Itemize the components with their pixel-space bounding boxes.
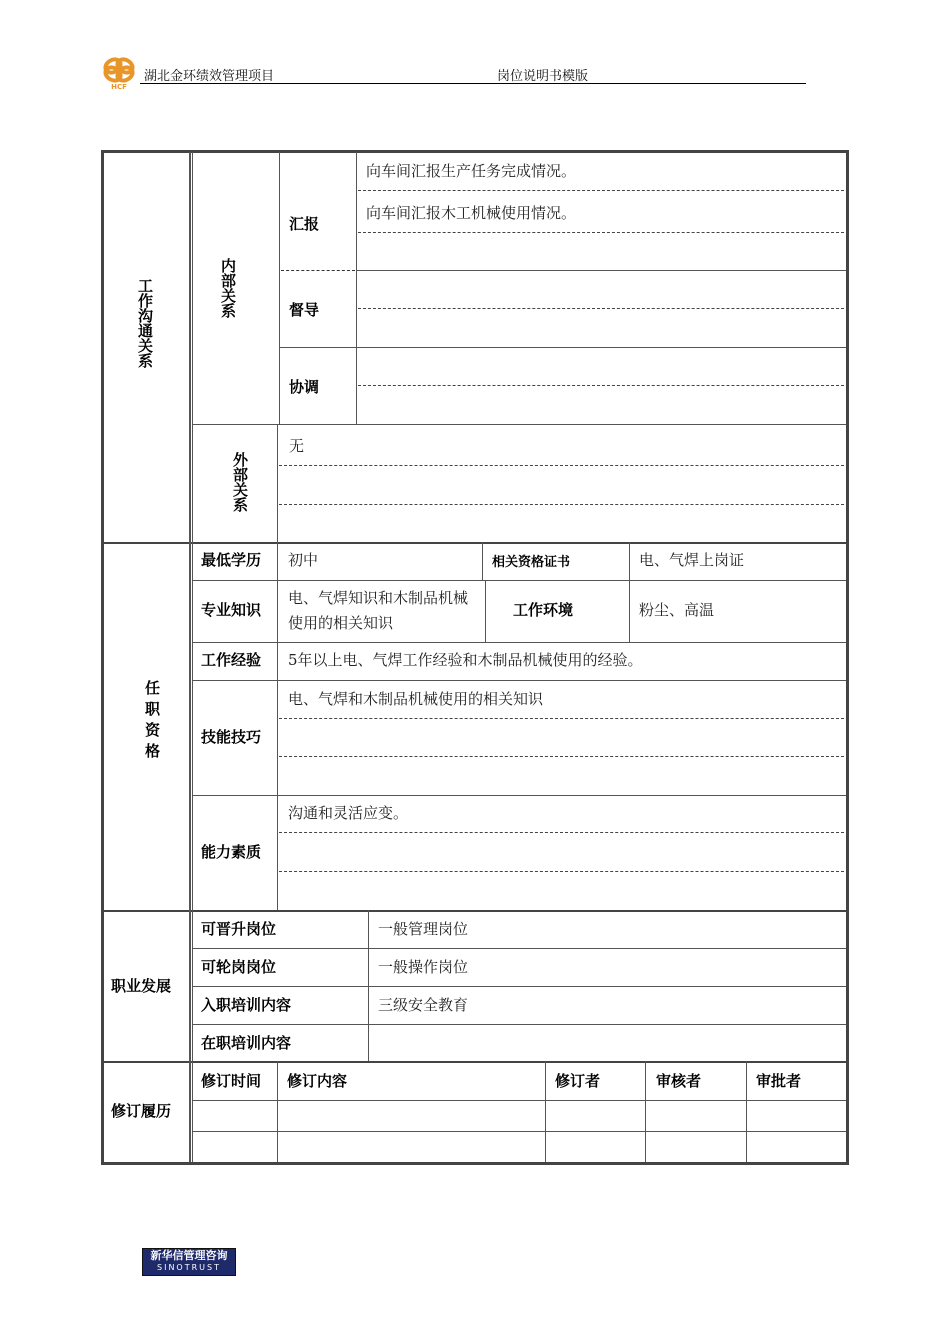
career-row-label: 可晋升岗位 xyxy=(201,920,277,938)
qualification-section-label: 任职资格 xyxy=(143,680,161,764)
revision-col-header: 修订内容 xyxy=(287,1072,348,1090)
report-line-2: 向车间汇报木工机械使用情况。 xyxy=(366,204,577,222)
external-line-1: 无 xyxy=(289,437,305,455)
knowledge-label: 专业知识 xyxy=(201,601,262,619)
report-label: 汇报 xyxy=(289,215,320,233)
skills-line-1: 电、气焊和木制品机械使用的相关知识 xyxy=(288,690,544,708)
revision-section-label: 修订履历 xyxy=(111,1102,172,1120)
career-section-label: 职业发展 xyxy=(111,977,172,995)
external-relations-label: 外部关系 xyxy=(231,452,249,512)
svg-text:HCF: HCF xyxy=(111,83,127,91)
skills-label: 技能技巧 xyxy=(201,728,262,746)
education-value: 初中 xyxy=(288,551,319,569)
report-line-1: 向车间汇报生产任务完成情况。 xyxy=(366,162,577,180)
career-row-value: 一般操作岗位 xyxy=(378,958,469,976)
revision-col-header: 审核者 xyxy=(656,1072,702,1090)
revision-col-header: 修订时间 xyxy=(201,1072,262,1090)
knowledge-value: 电、气焊知识和木制品机械使用的相关知识 xyxy=(288,589,469,632)
footer-consulting-logo: 新华信管理咨询 SINOTRUST xyxy=(142,1248,236,1276)
career-row-value: 三级安全教育 xyxy=(378,996,469,1014)
internal-relations-label: 内部关系 xyxy=(219,258,237,318)
environment-label: 工作环境 xyxy=(513,601,574,619)
ability-label: 能力素质 xyxy=(201,843,262,861)
education-label: 最低学历 xyxy=(201,551,262,569)
environment-value: 粉尘、高温 xyxy=(639,601,715,619)
revision-col-header: 修订者 xyxy=(555,1072,601,1090)
career-row-label: 在职培训内容 xyxy=(201,1034,292,1052)
ability-line-1: 沟通和灵活应变。 xyxy=(288,804,409,822)
experience-label: 工作经验 xyxy=(201,651,262,669)
certificate-value: 电、气焊上岗证 xyxy=(639,551,745,569)
supervise-label: 督导 xyxy=(289,301,320,319)
career-row-label: 入职培训内容 xyxy=(201,996,292,1014)
certificate-label: 相关资格证书 xyxy=(492,555,571,570)
company-logo-icon xyxy=(100,54,138,92)
header-document-title: 岗位说明书模版 xyxy=(497,69,589,84)
header-divider xyxy=(140,83,806,84)
header-project-title: 湖北金环绩效管理项目 xyxy=(144,69,275,84)
experience-value: 5年以上电、气焊工作经验和木制品机械使用的经验。 xyxy=(288,651,643,669)
career-row-label: 可轮岗岗位 xyxy=(201,958,277,976)
revision-col-header: 审批者 xyxy=(756,1072,802,1090)
communication-section-label: 工作沟通关系 xyxy=(136,278,154,368)
career-row-value: 一般管理岗位 xyxy=(378,920,469,938)
coordinate-label: 协调 xyxy=(289,378,320,396)
